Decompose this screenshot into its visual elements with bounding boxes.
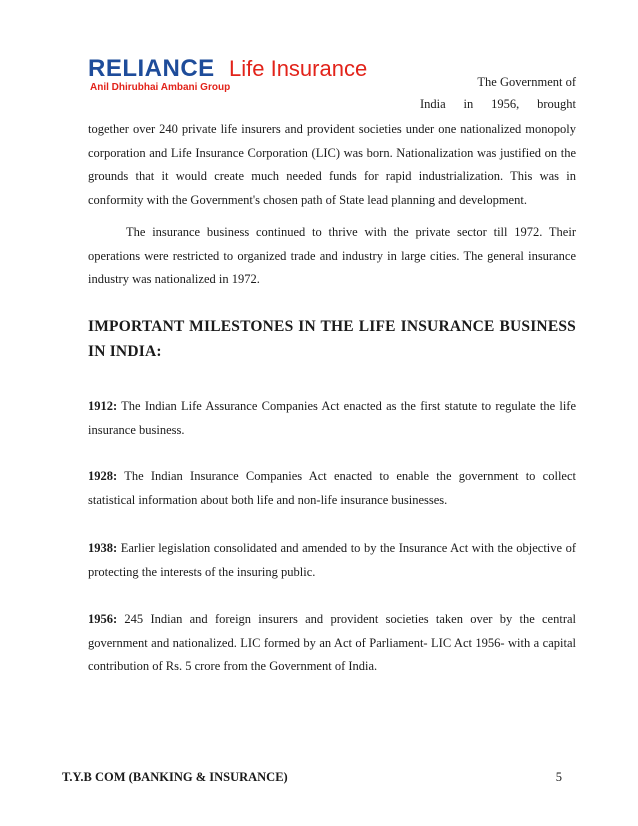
milestone-text: The Indian Insurance Companies Act enacted to enable the government to collect statistical information about both life and non-life insurance businesses. [88,469,576,507]
logo-group: Anil Dhirubhai Ambani Group [90,82,231,93]
milestone-text: The Indian Life Assurance Companies Act enacted as the first statute to regulate the life insurance business. [88,399,576,437]
intro-continuation: together over 240 private life insurers and provident societies under one nationalized monopoly corporation and Life Insurance Corporation (LIC) was born. Nationalization was justified on the grounds that it would create much needed funds for rapid industrialization. This was in conformity with the Government's chosen path of State lead planning and development. [88,122,576,207]
logo-product: Life Insurance [229,56,368,81]
milestone-item [88,395,576,442]
milestone-text: 245 Indian and foreign insurers and provident societies taken over by the central government and nationalized. LIC formed by an Act of Parliament- LIC Act 1956- with a capital contribution of Rs. 5 crore from the Government of India. [88,612,576,673]
milestone-year: 1938: [88,541,118,555]
milestone-item [88,537,576,584]
milestone-item [88,608,576,679]
milestone-text: Earlier legislation consolidated and amended to by the Insurance Act with the objective of protecting the interests of the insuring public. [88,541,576,579]
intro-line-1: The Government of [477,75,576,89]
paragraph-private-sector: The insurance business continued to thrive with the private sector till 1972. Their operations were restricted to organized trade and industry in large cities. The general insurance industry was nationalized in 1972. [88,225,576,286]
milestones-heading: IMPORTANT MILESTONES IN THE LIFE INSURANCE BUSINESS IN INDIA: [88,318,576,360]
page-number: 5 [555,770,562,784]
milestone-item [88,465,576,512]
logo-brand: RELIANCE [88,55,215,82]
intro-line-2: India in 1956, brought [420,97,576,111]
milestone-year: 1912: [88,399,118,413]
milestone-year: 1928: [88,469,118,483]
footer-course: T.Y.B COM (BANKING & INSURANCE) [62,770,288,784]
milestone-year: 1956: [88,612,118,626]
